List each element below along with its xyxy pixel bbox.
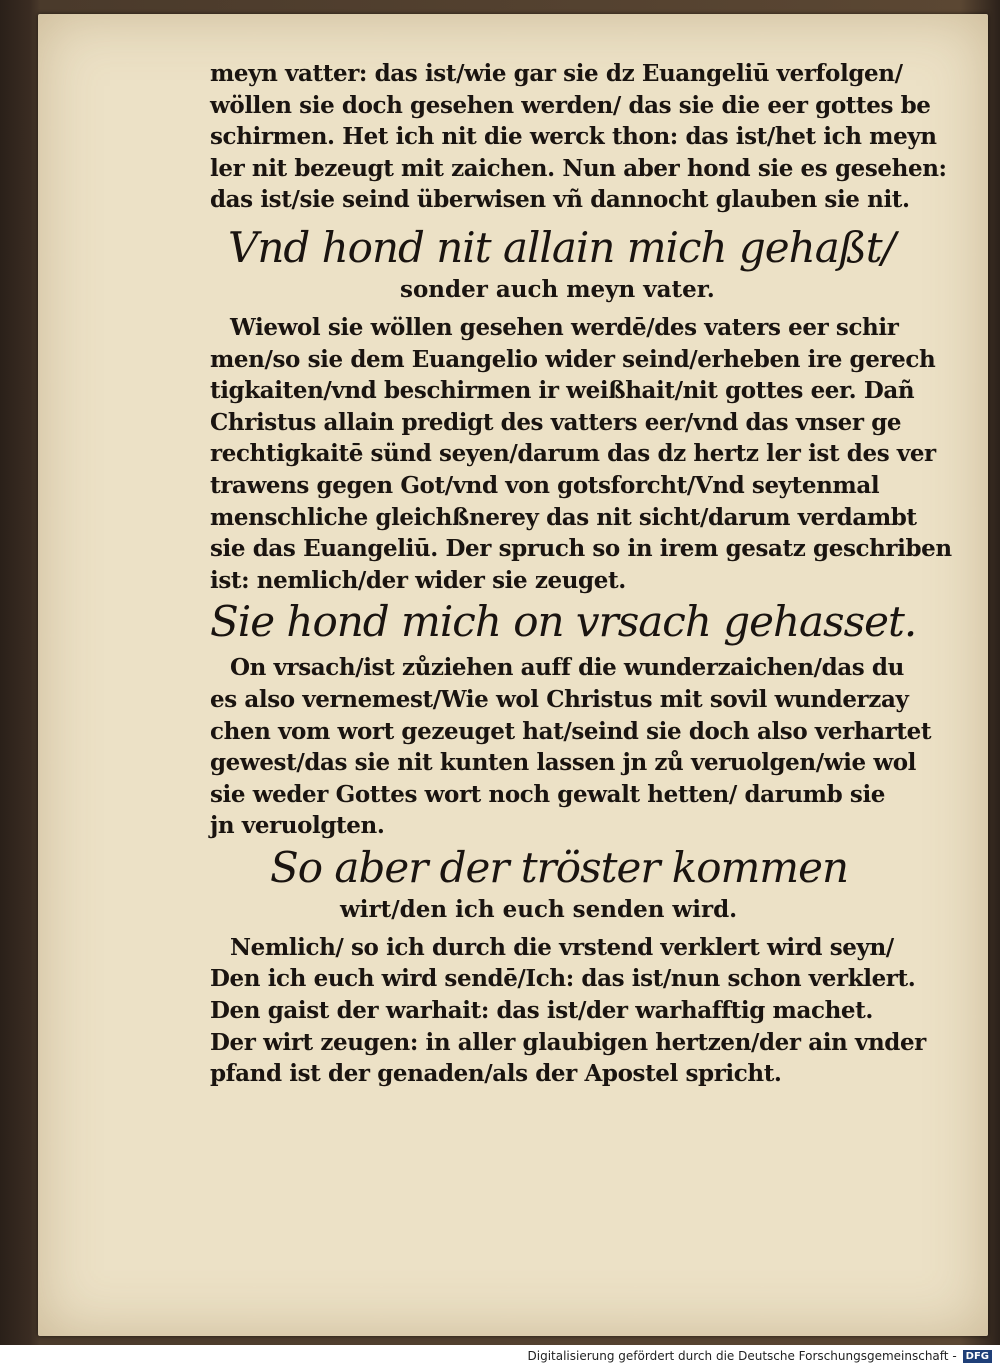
text-line: das ist/sie seind überwisen vñ dannocht glauben sie nit.	[210, 186, 910, 214]
text-line: Der wirt zeugen: in aller glaubigen hertzen/der ain vnder	[210, 1028, 926, 1056]
text-line: menschliche gleichßnerey das nit sicht/darum verdambt	[210, 503, 917, 531]
heading-1-subline: sonder auch meyn vater.	[400, 275, 715, 303]
text-line: Christus allain predigt des vatters eer/vnd das vnser ge	[210, 408, 902, 436]
paragraph-3	[210, 652, 932, 842]
dfg-logo: DFG	[963, 1350, 992, 1363]
text-line: On vrsach/ist zůziehen auff die wunderzaichen/das du	[230, 654, 904, 682]
text-line: ist: nemlich/der wider sie zeuget.	[210, 566, 626, 594]
paragraph-2	[210, 312, 952, 596]
heading-1: Vnd hond nit allain mich gehaßt/	[228, 222, 895, 272]
text-line: gewest/das sie nit kunten lassen jn zů veruolgen/wie wol	[210, 749, 916, 777]
text-line: meyn vatter: das ist/wie gar sie dz Euangeliū verfolgen/	[210, 60, 903, 87]
text-line: ler nit bezeugt mit zaichen. Nun aber hond sie es gesehen:	[210, 154, 947, 182]
text-line: sie weder Gottes wort noch gewalt hetten/ darumb sie	[210, 780, 886, 808]
text-line: Nemlich/ so ich durch die vrstend verklert wird seyn/	[230, 933, 894, 961]
text-line: wöllen sie doch gesehen werden/ das sie die eer gottes be	[210, 91, 931, 119]
text-line: chen vom wort gezeuget hat/seind sie doch also verhartet	[210, 717, 932, 745]
text-line: tigkaiten/vnd beschirmen ir weißhait/nit gottes eer. Dañ	[210, 377, 915, 405]
text-line: men/so sie dem Euangelio wider seind/erheben ire gerech	[210, 345, 936, 373]
funding-footer	[0, 1345, 1000, 1367]
text-line: jn veruolgten.	[210, 812, 385, 840]
paragraph-1	[210, 58, 947, 216]
text-line: trawens gegen Got/vnd von gotsforcht/Vnd seytenmal	[210, 471, 880, 499]
text-line: schirmen. Het ich nit die werck thon: das ist/het ich meyn	[210, 123, 937, 151]
text-line: rechtigkaitē sünd seyen/darum das dz hertz ler ist des ver	[210, 440, 936, 468]
text-line: Den gaist der warhait: das ist/der warhafftig machet.	[210, 997, 873, 1025]
paragraph-4	[210, 932, 926, 1090]
text-line: Den ich euch wird sendē/Ich: das ist/nun schon verklert.	[210, 965, 916, 993]
heading-3-subline: wirt/den ich euch senden wird.	[340, 895, 738, 923]
heading-3: So aber der tröster kommen	[270, 842, 849, 892]
footer-text: Digitalisierung gefördert durch die Deutsche Forschungsgemeinschaft -	[527, 1349, 957, 1363]
text-line: pfand ist der genaden/als der Apostel spricht.	[210, 1060, 782, 1088]
text-line: Wiewol sie wöllen gesehen werdē/des vaters eer schir	[230, 313, 899, 341]
heading-2: Sie hond mich on vrsach gehasset.	[210, 597, 917, 647]
text-line: es also vernemest/Wie wol Christus mit sovil wunderzay	[210, 685, 909, 713]
text-line: sie das Euangeliū. Der spruch so in irem gesatz geschriben	[210, 535, 952, 563]
page-text	[210, 58, 952, 1090]
